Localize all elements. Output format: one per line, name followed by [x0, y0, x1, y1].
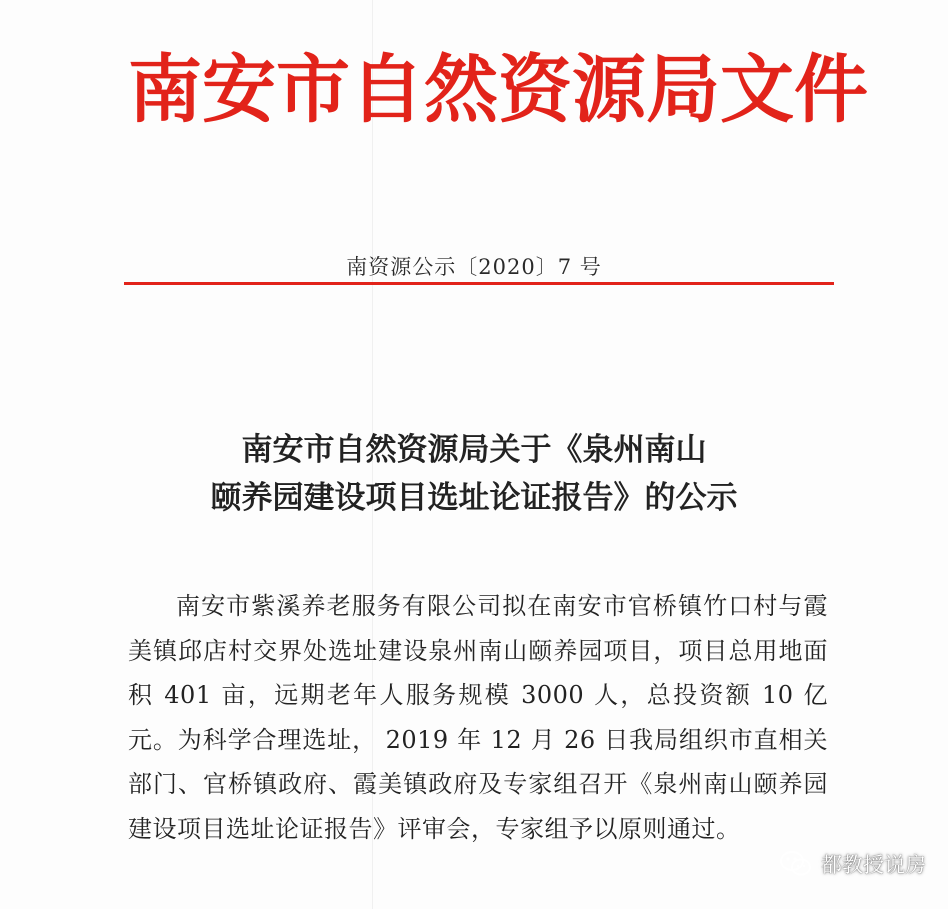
agency-header-title: 南安市自然资源局文件 — [128, 47, 868, 133]
body-paragraph: 南安市紫溪养老服务有限公司拟在南安市官桥镇竹口村与霞美镇邱店村交界处选址建设泉州南山颐养园项目，项目总用地面积 401 亩，远期老年人服务规模 3000 人，总投资额 10 亿元。为科学合理选址， 2019 年 12 月 26 日我局组织市直相关部门、官桥镇政府、霞美镇政府及专家组召开《泉州南山颐养园建设项目选址论证报告》评审会，专家组予以原则通过。 — [128, 592, 828, 843]
account-watermark — [779, 849, 926, 879]
red-divider-rule — [124, 282, 834, 285]
document-number: 南资源公示〔2020〕7 号 — [346, 255, 602, 279]
notice-title — [0, 426, 948, 522]
notice-title-line-2: 颐养园建设项目选址论证报告》的公示 — [210, 480, 738, 516]
wechat-icon — [779, 850, 813, 878]
notice-title-line-1: 南安市自然资源局关于《泉州南山 — [241, 432, 707, 468]
watermark-text: 都教授说房 — [821, 853, 926, 877]
